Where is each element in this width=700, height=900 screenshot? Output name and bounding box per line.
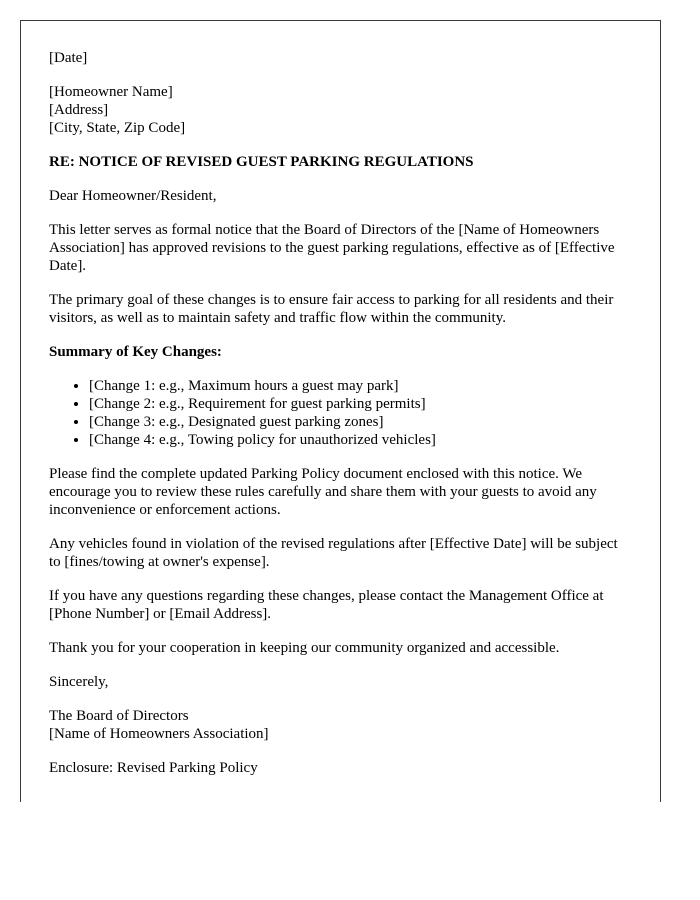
signature-block: [49, 707, 632, 743]
enclosure-note: Enclosure: Revised Parking Policy: [49, 760, 258, 776]
salutation: Dear Homeowner/Resident,: [49, 188, 217, 204]
body-paragraph-1: This letter serves as formal notice that the Board of Directors of the [Name of Homeowners Association] has approved revisions to the guest parking regulations, effective as of [Effective Date].: [49, 222, 615, 274]
recipient-name: [Homeowner Name]: [49, 84, 173, 100]
body-paragraph-3: Please find the complete updated Parking Policy document enclosed with this notice. We encourage you to review these rules carefully and share them with your guests to avoid any inconvenience or enforcement actions.: [49, 466, 597, 518]
body-paragraph-6: Thank you for your cooperation in keeping our community organized and accessible.: [49, 640, 560, 656]
change-item-2: • [Change 2: e.g., Requirement for guest parking permits]: [89, 395, 632, 413]
change-item-3: • [Change 3: e.g., Designated guest parking zones]: [89, 413, 632, 431]
changes-list: [49, 377, 632, 449]
closing: Sincerely,: [49, 674, 109, 690]
signature-line-2: [Name of Homeowners Association]: [49, 726, 269, 742]
letter-page: [20, 20, 661, 802]
body-paragraph-5: If you have any questions regarding these changes, please contact the Management Office at [Phone Number] or [Email Address].: [49, 588, 604, 622]
letter-date: [Date]: [49, 50, 88, 66]
summary-heading: Summary of Key Changes:: [49, 344, 222, 360]
recipient-city-state-zip: [City, State, Zip Code]: [49, 120, 186, 136]
signature-line-1: The Board of Directors: [49, 708, 189, 724]
change-item-4: • [Change 4: e.g., Towing policy for unauthorized vehicles]: [89, 431, 632, 449]
letter-subject: RE: NOTICE OF REVISED GUEST PARKING REGULATIONS: [49, 154, 474, 170]
recipient-address: [Address]: [49, 102, 109, 118]
body-paragraph-4: Any vehicles found in violation of the revised regulations after [Effective Date] will be subject to [fines/towing at owner's expense].: [49, 536, 618, 570]
recipient-block: [49, 83, 632, 137]
change-item-1: • [Change 1: e.g., Maximum hours a guest may park]: [89, 377, 632, 395]
body-paragraph-2: The primary goal of these changes is to ensure fair access to parking for all residents and their visitors, as well as to maintain safety and traffic flow within the community.: [49, 292, 614, 326]
